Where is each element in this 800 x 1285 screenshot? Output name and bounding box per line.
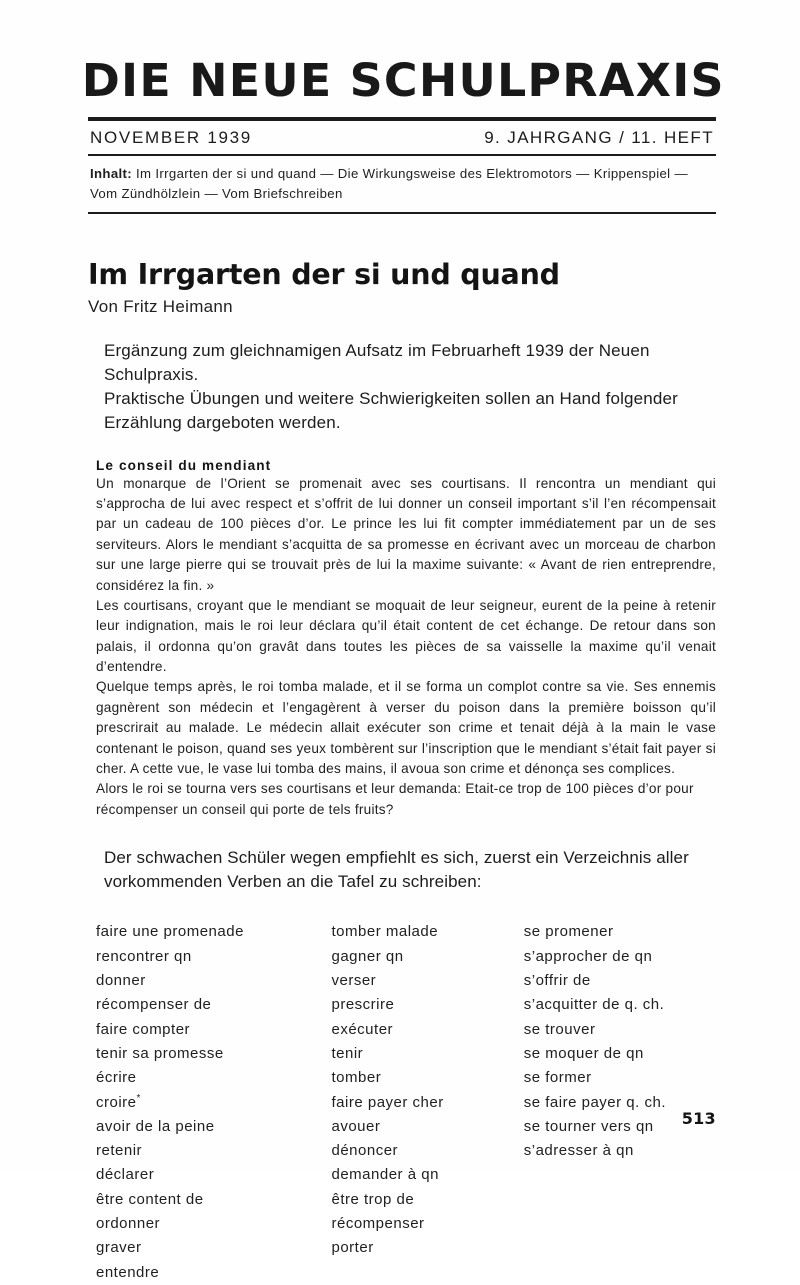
verb-entry: être content de: [96, 1190, 204, 1208]
verb-entry: avoir de la peine: [96, 1117, 215, 1135]
verb-entry: graver: [96, 1239, 142, 1257]
verb-entry: s’approcher de qn: [523, 947, 653, 965]
verb-entry: se trouver: [523, 1020, 596, 1038]
verb-entry: rencontrer qn: [96, 947, 192, 965]
article-byline: Von Fritz Heimann: [88, 297, 233, 317]
verb-entry: écrire: [96, 1069, 137, 1087]
verb-entry: tomber malade: [331, 923, 439, 941]
verb-entry: tenir sa promesse: [96, 1044, 224, 1062]
teaching-note-text: Der schwachen Schüler wegen empfiehlt es sich, zuerst ein Verzeichnis aller vorkommenden Verben an die Tafel zu schreiben:: [104, 848, 689, 892]
verb-entry: s’adresser à qn: [523, 1142, 634, 1160]
verb-entry: exécuter: [331, 1020, 394, 1038]
issue-date: NOVEMBER 1939: [90, 128, 252, 147]
verb-entry: se promener: [523, 923, 614, 941]
page-number: 513: [681, 1109, 716, 1128]
verb-entry: être trop de: [331, 1190, 415, 1208]
masthead-title: DIE NEUE SCHULPRAXIS: [81, 54, 725, 107]
verb-entry: donner: [96, 972, 146, 990]
verb-entry: ordonner: [96, 1215, 161, 1233]
article-title: Im Irrgarten der si und quand: [88, 258, 560, 292]
verb-entry: avouer: [331, 1117, 381, 1135]
issue-line: [88, 121, 716, 154]
story-section: [88, 458, 716, 821]
verb-entry: déclarer: [96, 1166, 155, 1184]
story-paragraph: Alors le roi se tourna vers ses courtisans et leur demanda: Etait-ce trop de 100 pièces d’or pour récompenser un conseil qui porte de tels fruits?: [96, 781, 694, 817]
contents-label: Inhalt:: [90, 166, 133, 181]
article-header: [88, 258, 716, 317]
contents-rule-bottom: [88, 212, 716, 214]
verb-entry: croire*: [96, 1092, 141, 1111]
verb-column-2: [332, 920, 524, 1284]
story-paragraph: Les courtisans, croyant que le mendiant se moquait de leur seigneur, eurent de la peine à retenir leur indignation, mais le roi leur déclara qu’il était content de cet échange. De retour dans son palais, il ordonna qu’on gravât dans toutes les pièces de sa vaisselle la maxime qu’il venait d’entendre.: [96, 597, 716, 675]
verb-entry: récompenser de: [96, 996, 212, 1014]
contents-line: [88, 156, 716, 212]
verb-entry: se former: [523, 1069, 592, 1087]
issue-volume: 9. JAHRGANG / 11. HEFT: [484, 128, 714, 147]
verb-list: [88, 920, 716, 1284]
verb-entry: prescrire: [331, 996, 395, 1014]
verb-column-3: [524, 920, 716, 1284]
article-intro: [88, 339, 716, 436]
verb-entry: porter: [331, 1239, 374, 1257]
verb-entry: dénoncer: [331, 1142, 399, 1160]
story-paragraph: Quelque temps après, le roi tomba malade, et il se forma un complot contre sa vie. Ses ennemis gagnèrent son médecin et l’engagèrent à verser du poison dans la première boisson qu’il prescrirait au malade. Le médecin allait exécuter son crime et tenait déjà à la main le vase contenant le poison, quand ses yeux tombèrent sur l’inscription que le mendiant s’était fait payer si cher. A cette vue, le vase lui tomba des mains, il avoua son crime et dénonça ses complices.: [96, 679, 716, 777]
story-heading: Le conseil du mendiant: [96, 457, 272, 473]
story-paragraph: Un monarque de l’Orient se promenait avec ses courtisans. Il rencontra un mendiant qui s’approcha de lui avec respect et s’offrit de lui donner un conseil important s’il l’en récompensait par un cadeau de 100 pièces d’or. Le prince les lui fit compter immédiatement par un de ses serviteurs. Alors le mendiant s’acquitta de sa promesse en écrivant avec un morceau de charbon sur une large pierre qui se trouvait près de lui la maxime suivante: « Avant de rien entreprendre, considérez la fin. »: [96, 475, 716, 593]
intro-paragraph-1: Ergänzung zum gleichnamigen Aufsatz im Februarheft 1939 der Neuen Schulpraxis.: [104, 341, 650, 385]
verb-column-1: [96, 920, 332, 1284]
verb-entry: se moquer de qn: [523, 1044, 644, 1062]
verb-entry: tomber: [331, 1069, 382, 1087]
verb-entry: entendre: [96, 1263, 160, 1281]
verb-entry: se tourner vers qn: [523, 1117, 654, 1135]
contents-text: Im Irrgarten der si und quand — Die Wirkungsweise des Elektromotors — Krippenspiel — Vom Zündhölzlein — Vom Briefschreiben: [90, 166, 689, 201]
verb-entry: faire compter: [96, 1020, 191, 1038]
verb-entry: récompenser: [331, 1215, 425, 1233]
verb-entry: gagner qn: [331, 947, 404, 965]
verb-entry: faire payer cher: [331, 1093, 444, 1111]
verb-entry: demander à qn: [331, 1166, 439, 1184]
teaching-note: [88, 846, 716, 894]
verb-entry: retenir: [96, 1142, 143, 1160]
intro-paragraph-2: Praktische Übungen und weitere Schwierigkeiten sollen an Hand folgender Erzählung dargeboten werden.: [104, 389, 678, 433]
verb-entry: tenir: [331, 1044, 364, 1062]
footnote-marker-icon: *: [136, 1092, 141, 1104]
verb-entry: s’offrir de: [523, 972, 591, 990]
verb-entry: faire une promenade: [96, 923, 244, 941]
verb-entry: s’acquitter de q. ch.: [523, 996, 665, 1014]
verb-entry: se faire payer q. ch.: [523, 1093, 666, 1111]
verb-entry: verser: [331, 972, 377, 990]
page-content: [81, 54, 725, 1285]
